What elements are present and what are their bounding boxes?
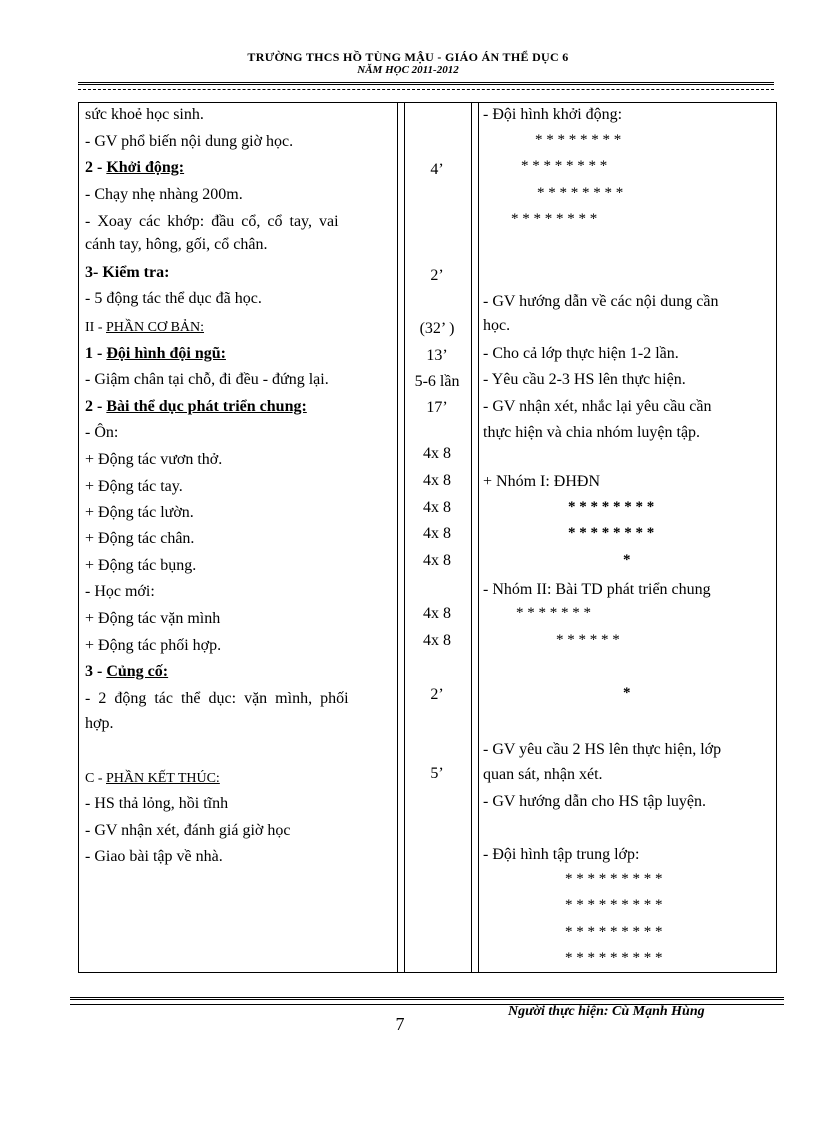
page-header-title: TRƯỜNG THCS HỒ TÙNG MẬU - GIÁO ÁN THỂ DỤC 6 xyxy=(247,50,569,64)
content-line: - Đội hình tập trung lớp: xyxy=(483,846,640,863)
duration-cell: 2’ xyxy=(430,267,444,284)
content-line: hợp. xyxy=(85,715,114,732)
content-line: thực hiện và chia nhóm luyện tập. xyxy=(483,424,701,441)
section-heading xyxy=(85,159,184,177)
page-number: 7 xyxy=(395,1014,405,1034)
part-number: II - xyxy=(85,320,106,335)
formation-row: * * * * * * * * * xyxy=(565,950,663,966)
content-line: - GV hướng dẫn cho HS tập luyện. xyxy=(483,793,707,810)
repetition-cell: 4x 8 xyxy=(423,552,451,569)
part-heading xyxy=(85,770,220,788)
formation-row: * xyxy=(623,552,631,568)
part-title: PHẦN CƠ BẢN: xyxy=(106,320,205,335)
section-title: Củng cố: xyxy=(106,663,169,680)
content-line: sức khoẻ học sinh. xyxy=(85,106,204,123)
column-divider xyxy=(478,103,479,972)
formation-row: * * * * * * * xyxy=(516,605,591,621)
content-line: + Động tác chân. xyxy=(85,530,195,547)
section-title: Bài thể dục phát triển chung: xyxy=(106,398,307,415)
content-line: - Giậm chân tại chỗ, đi đều - đứng lại. xyxy=(85,371,329,388)
duration-cell: 5’ xyxy=(430,765,444,782)
formation-row: * * * * * * xyxy=(556,632,620,648)
content-line: - GV nhận xét, nhắc lại yêu cầu cần xyxy=(483,398,712,415)
content-line: - Ôn: xyxy=(85,424,119,441)
content-line: - Xoay các khớp: đầu cổ, cổ tay, vai xyxy=(85,213,339,230)
author-credit: Người thực hiện: Cù Mạnh Hùng xyxy=(508,1004,705,1019)
repetition-cell: 4x 8 xyxy=(423,472,451,489)
formation-row: * * * * * * * * * xyxy=(565,924,663,940)
section-number: 2 - xyxy=(85,398,107,415)
content-line: + Động tác bụng. xyxy=(85,557,197,574)
formation-row: * * * * * * * * xyxy=(535,132,622,148)
formation-row: * xyxy=(623,685,631,701)
content-line: + Nhóm I: ĐHĐN xyxy=(483,473,601,490)
duration-cell: 5-6 lần xyxy=(414,373,460,390)
section-heading xyxy=(85,398,307,416)
content-line: + Động tác lườn. xyxy=(85,504,194,521)
duration-cell: 4’ xyxy=(430,161,444,178)
section-heading: 3- Kiểm tra: xyxy=(85,264,170,281)
formation-row: * * * * * * * * xyxy=(568,525,655,541)
section-heading xyxy=(85,663,168,681)
content-line: + Động tác vặn mình xyxy=(85,610,221,627)
section-number: 2 - xyxy=(85,159,107,176)
content-line: - 2 động tác thể dục: vặn mình, phối xyxy=(85,690,349,707)
content-line: học. xyxy=(483,317,511,334)
content-line: - 5 động tác thể dục đã học. xyxy=(85,290,262,307)
content-line: - Chạy nhẹ nhàng 200m. xyxy=(85,186,243,203)
content-line: + Động tác phối hợp. xyxy=(85,637,222,654)
content-line: quan sát, nhận xét. xyxy=(483,766,603,783)
section-title: Khởi động: xyxy=(106,159,185,176)
repetition-cell: 4x 8 xyxy=(423,632,451,649)
content-line: - GV nhận xét, đánh giá giờ học xyxy=(85,822,291,839)
duration-cell: 13’ xyxy=(426,347,448,364)
part-heading xyxy=(85,319,204,337)
content-line: - Nhóm II: Bài TD phát triển chung xyxy=(483,581,711,598)
header-divider-dashed xyxy=(78,89,774,90)
repetition-cell: 4x 8 xyxy=(423,445,451,462)
repetition-cell: 4x 8 xyxy=(423,525,451,542)
footer-divider xyxy=(70,997,784,1000)
duration-cell: 17’ xyxy=(426,399,448,416)
duration-cell: 2’ xyxy=(430,686,444,703)
content-line: + Động tác vươn thở. xyxy=(85,451,223,468)
page-header-year: NĂM HỌC 2011-2012 xyxy=(357,64,459,76)
formation-row: * * * * * * * * xyxy=(521,158,608,174)
header-divider xyxy=(78,82,774,85)
part-title: PHẦN KẾT THÚC: xyxy=(106,771,220,786)
content-line: - Giao bài tập về nhà. xyxy=(85,848,223,865)
repetition-cell: 4x 8 xyxy=(423,605,451,622)
formation-row: * * * * * * * * xyxy=(511,211,598,227)
content-line: - GV hướng dẫn về các nội dung cần xyxy=(483,293,719,310)
formation-row: * * * * * * * * xyxy=(568,499,655,515)
formation-row: * * * * * * * * * xyxy=(565,871,663,887)
content-line: - Cho cả lớp thực hiện 1-2 lần. xyxy=(483,345,679,362)
content-line: + Động tác tay. xyxy=(85,478,183,495)
section-number: 1 - xyxy=(85,345,107,362)
content-line: - Học mới: xyxy=(85,583,155,600)
formation-row: * * * * * * * * xyxy=(537,185,624,201)
content-line: - Đội hình khởi động: xyxy=(483,106,623,123)
section-number: 3 - xyxy=(85,663,107,680)
content-line: - HS thả lỏng, hồi tĩnh xyxy=(85,795,229,812)
content-line: - Yêu cầu 2-3 HS lên thực hiện. xyxy=(483,371,686,388)
duration-cell: (32’ ) xyxy=(419,320,455,337)
content-line: - GV phổ biến nội dung giờ học. xyxy=(85,133,294,150)
content-line: cánh tay, hông, gối, cổ chân. xyxy=(85,236,268,253)
formation-row: * * * * * * * * * xyxy=(565,897,663,913)
repetition-cell: 4x 8 xyxy=(423,499,451,516)
part-number: C - xyxy=(85,771,106,786)
column-divider xyxy=(397,103,398,972)
content-line: - GV yêu cầu 2 HS lên thực hiện, lớp xyxy=(483,741,722,758)
section-title: Đội hình đội ngũ: xyxy=(106,345,226,362)
section-heading xyxy=(85,345,226,363)
